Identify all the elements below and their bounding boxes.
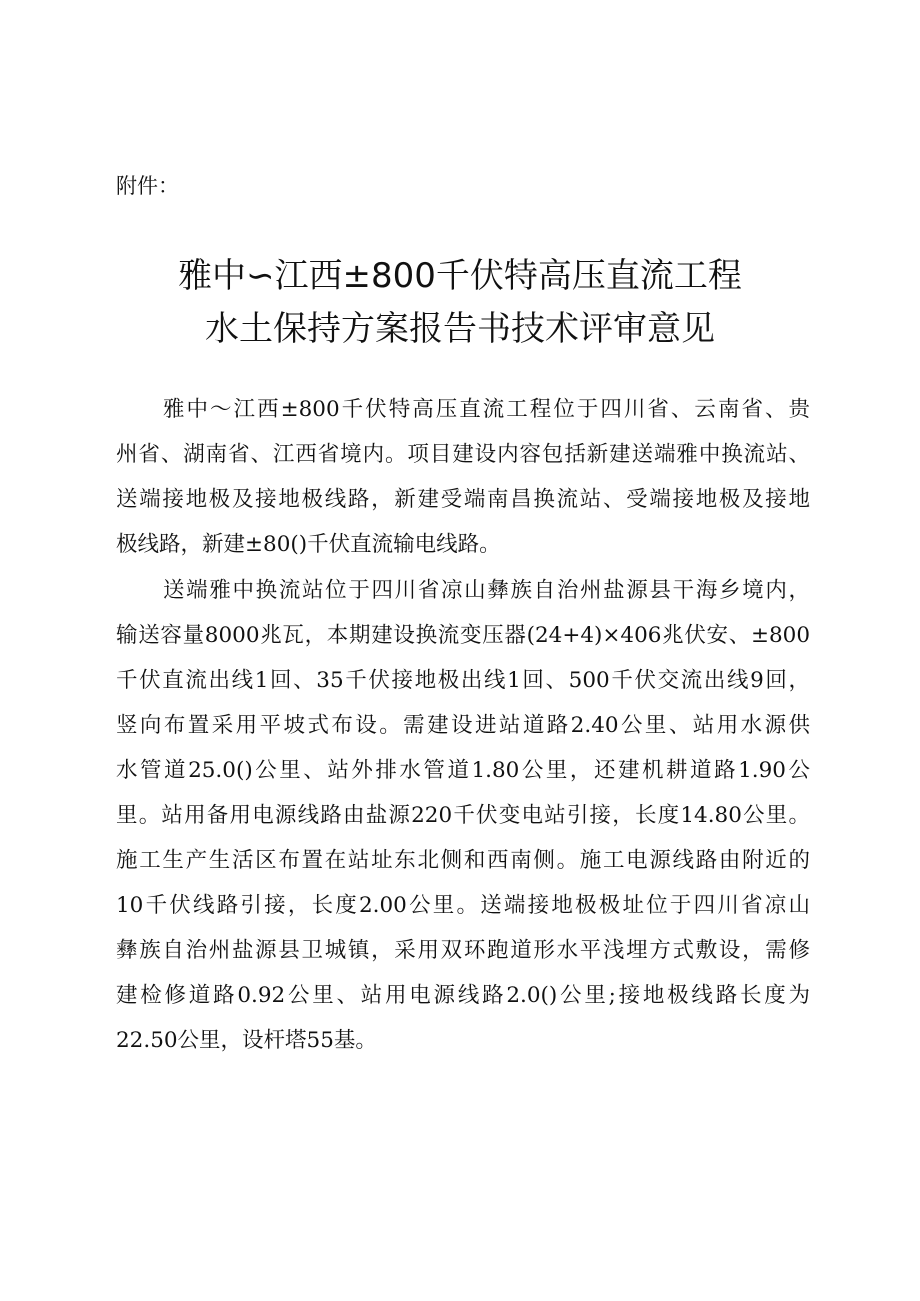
paragraph-line: 送端接地极及接地极线路，新建受端南昌换流站、受端接地极及接地 xyxy=(116,487,810,512)
document-title-line-1: 雅中∽江西±800千伏特高压直流工程 xyxy=(178,256,742,296)
paragraph-line: 雅中～江西±800千伏特高压直流工程位于四川省、云南省、贵 xyxy=(163,397,810,422)
paragraph-line: 建检修道路0.92公里、站用电源线路2.0()公里;接地极线路长度为 xyxy=(116,983,810,1008)
attachment-label: 附件： xyxy=(116,174,179,198)
paragraph-line: 里。站用备用电源线路由盐源220千伏变电站引接，长度14.80公里。 xyxy=(116,803,810,828)
paragraph-line: 施工生产生活区布置在站址东北侧和西南侧。施工电源线路由附近的 xyxy=(116,848,810,873)
paragraph-line: 22.50公里，设杆塔55基。 xyxy=(116,1028,377,1053)
paragraph-line: 彝族自治州盐源县卫城镇，采用双环跑道形水平浅埋方式敷设，需修 xyxy=(116,938,810,963)
paragraph-line: 州省、湖南省、江西省境内。项目建设内容包括新建送端雅中换流站、 xyxy=(116,442,810,467)
paragraph-line: 送端雅中换流站位于四川省凉山彝族自治州盐源县干海乡境内， xyxy=(163,578,810,603)
paragraph-line: 竖向布置采用平坡式布设。需建设进站道路2.40公里、站用水源供 xyxy=(116,713,810,738)
paragraph-line: 千伏直流出线1回、35千伏接地极出线1回、500千伏交流出线9回， xyxy=(116,668,810,693)
paragraph-line: 水管道25.0()公里、站外排水管道1.80公里，还建机耕道路1.90公 xyxy=(116,758,810,783)
paragraph-line: 10千伏线路引接，长度2.00公里。送端接地极极址位于四川省凉山 xyxy=(116,893,810,918)
paragraph-line: 输送容量8000兆瓦，本期建设换流变压器(24+4)×406兆伏安、±800 xyxy=(116,623,810,648)
paragraph-line: 极线路，新建±80()千伏直流输电线路。 xyxy=(116,532,501,557)
document-title-line-2: 水土保持方案报告书技术评审意见 xyxy=(205,309,715,349)
